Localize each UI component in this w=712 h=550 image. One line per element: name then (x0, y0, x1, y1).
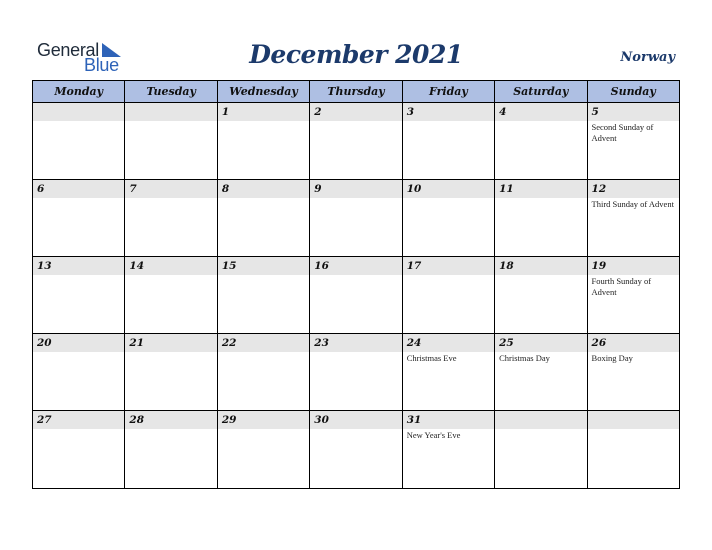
day-number-bar (125, 180, 216, 198)
day-cell[interactable] (588, 103, 679, 179)
day-number: 15 (221, 260, 237, 272)
day-number-bar (218, 411, 309, 429)
holiday-label: Third Sunday of Advent (591, 199, 674, 209)
holiday-label (125, 352, 216, 353)
holiday-label (33, 121, 124, 122)
day-cell[interactable] (33, 334, 125, 410)
day-cell[interactable] (495, 334, 587, 410)
holiday-label (125, 121, 216, 122)
day-cell[interactable] (125, 257, 217, 333)
day-number: 17 (406, 260, 422, 272)
day-number: 19 (591, 260, 607, 272)
logo-text-blue: Blue (84, 55, 119, 75)
week-row (33, 103, 679, 180)
day-cell[interactable] (33, 411, 125, 488)
weekday-header-row (33, 81, 679, 103)
day-cell[interactable] (495, 257, 587, 333)
day-cell[interactable] (310, 334, 402, 410)
weekday-header: Friday (403, 81, 495, 102)
holiday-label (218, 198, 309, 199)
day-cell[interactable] (218, 411, 310, 488)
day-number: 22 (221, 337, 237, 349)
weekday-header: Sunday (610, 85, 656, 98)
day-number: 11 (499, 183, 514, 195)
holiday-label: Second Sunday of Advent (591, 122, 654, 143)
day-number-bar (403, 257, 494, 275)
day-cell[interactable] (403, 257, 495, 333)
day-number-bar (310, 411, 401, 429)
day-number: 23 (314, 337, 329, 349)
day-number: 30 (314, 414, 329, 426)
day-cell[interactable] (310, 180, 402, 256)
day-cell[interactable] (588, 257, 679, 333)
day-number: 14 (129, 260, 145, 272)
weekday-header: Tuesday (125, 81, 217, 102)
holiday-label (310, 429, 401, 430)
day-number-bar (125, 411, 216, 429)
day-cell[interactable] (125, 103, 217, 179)
day-number: 7 (129, 183, 137, 195)
holiday-label (310, 198, 401, 199)
day-number-bar (588, 411, 679, 429)
day-number-bar (495, 334, 586, 352)
calendar-grid (32, 80, 680, 489)
week-row (33, 180, 679, 257)
day-number-bar (495, 180, 586, 198)
day-number-bar (495, 103, 586, 121)
day-number-bar (588, 257, 679, 275)
day-cell[interactable] (125, 334, 217, 410)
day-cell[interactable] (125, 180, 217, 256)
day-number: 20 (37, 337, 52, 349)
holiday-label: Boxing Day (591, 353, 633, 363)
weekday-header: Saturday (495, 81, 587, 102)
day-cell[interactable] (403, 180, 495, 256)
page-title: December 2021 (249, 40, 463, 69)
day-cell[interactable] (33, 257, 125, 333)
day-cell[interactable] (588, 411, 679, 488)
holiday-label (125, 275, 216, 276)
holiday-label (33, 352, 124, 353)
day-number: 2 (314, 106, 322, 118)
holiday-label (403, 121, 494, 122)
day-number-bar (33, 257, 124, 275)
holiday-label: New Year's Eve (406, 430, 461, 440)
week-row (33, 334, 679, 411)
day-number-bar (588, 334, 679, 352)
day-number-bar (403, 180, 494, 198)
day-number: 9 (314, 183, 322, 195)
day-number-bar (310, 103, 401, 121)
holiday-label (310, 275, 401, 276)
day-number: 12 (591, 183, 607, 195)
week-row (33, 257, 679, 334)
holiday-label: Fourth Sunday of Advent (591, 276, 652, 297)
day-cell[interactable] (310, 103, 402, 179)
day-number-bar (588, 103, 679, 121)
holiday-label (218, 429, 309, 430)
holiday-label (495, 429, 586, 430)
day-number: 3 (406, 106, 414, 118)
day-number: 25 (499, 337, 514, 349)
holiday-label (33, 198, 124, 199)
day-number: 18 (499, 260, 514, 272)
day-number: 31 (406, 414, 422, 426)
day-cell[interactable] (218, 103, 310, 179)
day-number: 5 (591, 106, 599, 118)
holiday-label (218, 352, 309, 353)
day-number-bar (218, 334, 309, 352)
day-number: 16 (314, 260, 329, 272)
holiday-label (495, 198, 586, 199)
holiday-label (125, 429, 216, 430)
day-number-bar (495, 411, 586, 429)
day-number-bar (125, 334, 216, 352)
day-number: 8 (221, 183, 230, 195)
day-number-bar (310, 257, 401, 275)
day-number: 13 (37, 260, 52, 272)
day-cell[interactable] (218, 257, 310, 333)
day-cell[interactable] (310, 257, 402, 333)
holiday-label: Christmas Day (499, 353, 550, 363)
day-number-bar (310, 180, 401, 198)
holiday-label (403, 198, 494, 199)
day-cell[interactable] (495, 103, 587, 179)
day-number-bar (33, 411, 124, 429)
day-cell[interactable] (588, 180, 679, 256)
day-number: 27 (37, 414, 52, 426)
day-cell[interactable] (33, 180, 125, 256)
holiday-label: Christmas Eve (406, 353, 457, 363)
day-number-bar (588, 180, 679, 198)
day-cell[interactable] (588, 334, 679, 410)
day-number-bar (403, 103, 494, 121)
day-number: 21 (129, 337, 145, 349)
day-cell[interactable] (218, 334, 310, 410)
holiday-label (310, 121, 401, 122)
day-cell[interactable] (218, 180, 310, 256)
day-number-bar (125, 257, 216, 275)
weeks-container (33, 103, 679, 488)
country-label: Norway (620, 50, 675, 65)
day-cell[interactable] (495, 411, 587, 488)
weekday-header: Monday (33, 81, 125, 102)
holiday-label (495, 275, 586, 276)
holiday-label (125, 198, 216, 199)
day-cell[interactable] (310, 411, 402, 488)
day-number-bar (33, 180, 124, 198)
day-number-bar (403, 334, 494, 352)
day-number: 6 (37, 183, 45, 195)
holiday-label (310, 352, 401, 353)
day-cell[interactable] (403, 334, 495, 410)
day-number-bar (218, 180, 309, 198)
holiday-label (588, 429, 679, 430)
weekday-header: Wednesday (218, 81, 310, 102)
week-row (33, 411, 679, 488)
day-number: 1 (221, 106, 230, 118)
holiday-label (403, 275, 494, 276)
day-cell[interactable] (33, 103, 125, 179)
day-number: 29 (221, 414, 237, 426)
day-number-bar (495, 257, 586, 275)
day-number: 4 (499, 106, 507, 118)
day-number-bar (310, 334, 401, 352)
day-number-bar (33, 103, 124, 121)
day-number: 24 (406, 337, 422, 349)
day-cell[interactable] (403, 411, 495, 488)
day-number: 28 (129, 414, 145, 426)
day-number-bar (218, 257, 309, 275)
day-number-bar (218, 103, 309, 121)
day-number: 10 (406, 183, 422, 195)
holiday-label (33, 275, 124, 276)
holiday-label (218, 275, 309, 276)
holiday-label (495, 121, 586, 122)
holiday-label (218, 121, 309, 122)
day-number-bar (125, 103, 216, 121)
logo-text-general: General (37, 40, 99, 60)
holiday-label (33, 429, 124, 430)
day-cell[interactable] (125, 411, 217, 488)
day-cell[interactable] (495, 180, 587, 256)
day-number-bar (403, 411, 494, 429)
day-number-bar (33, 334, 124, 352)
day-cell[interactable] (403, 103, 495, 179)
weekday-header: Thursday (310, 81, 402, 102)
day-number: 26 (591, 337, 607, 349)
